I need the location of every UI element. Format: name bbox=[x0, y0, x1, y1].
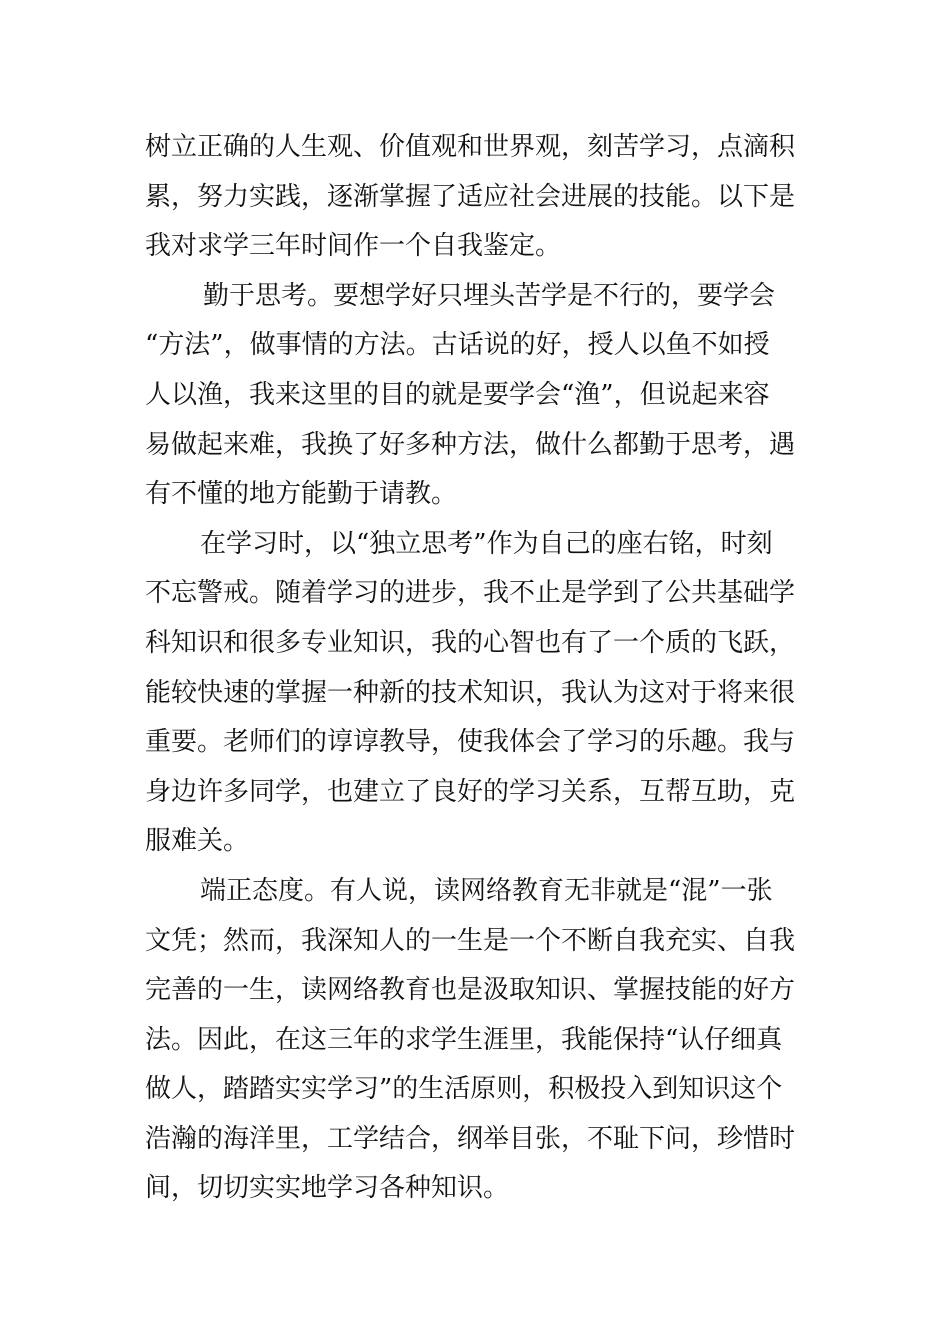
text-line: 不忘警戒。随着学习的进步，我不止是学到了公共基础学 bbox=[145, 578, 796, 609]
text-line: 浩瀚的海洋里，工学结合，纲举目张，不耻下问，珍惜时 bbox=[145, 1123, 796, 1154]
paragraph-4 bbox=[145, 867, 810, 1214]
text-line: 人以渔，我来这里的目的就是要学会“渔”，但说起来容 bbox=[145, 379, 770, 410]
text-line: 身边许多同学，也建立了良好的学习关系，互帮互助，克 bbox=[145, 776, 796, 807]
paragraph-3 bbox=[145, 520, 810, 867]
text-line: 法。因此，在这三年的求学生涯里，我能保持“认仔细真 bbox=[145, 1024, 783, 1055]
text-line: 易做起来难，我换了好多种方法，做什么都勤于思考，遇 bbox=[145, 429, 796, 460]
text-line: 服难关。 bbox=[145, 826, 250, 857]
document-body bbox=[145, 123, 810, 1214]
text-line: 我对求学三年时间作一个自我鉴定。 bbox=[145, 231, 562, 262]
text-line: 做人，踏踏实实学习”的生活原则，积极投入到知识这个 bbox=[145, 1074, 783, 1105]
text-line: 有不懂的地方能勤于请教。 bbox=[145, 479, 458, 510]
text-line: 在学习时，以“独立思考”作为自己的座右铭，时刻 bbox=[200, 528, 773, 559]
paragraph-1 bbox=[145, 123, 810, 272]
text-line: “方法”，做事情的方法。古话说的好，授人以鱼不如授 bbox=[145, 330, 770, 361]
text-line: 端正态度。有人说，读网络教育无非就是“混”一张 bbox=[200, 875, 773, 906]
text-line: 累，努力实践，逐渐掌握了适应社会进展的技能。以下是 bbox=[145, 181, 796, 212]
text-line: 勤于思考。要想学好只埋头苦学是不行的，要学会 bbox=[203, 280, 776, 311]
text-line: 能较快速的掌握一种新的技术知识，我认为这对于将来很 bbox=[145, 677, 796, 708]
text-line: 科知识和很多专业知识，我的心智也有了一个质的飞跃， bbox=[145, 627, 796, 658]
text-line: 间，切切实实地学习各种知识。 bbox=[145, 1173, 510, 1204]
text-line: 重要。老师们的谆谆教导，使我体会了学习的乐趣。我与 bbox=[145, 727, 796, 758]
text-line: 文凭；然而，我深知人的一生是一个不断自我充实、自我 bbox=[145, 925, 796, 956]
text-line: 完善的一生，读网络教育也是汲取知识、掌握技能的好方 bbox=[145, 975, 796, 1006]
paragraph-2 bbox=[145, 272, 810, 520]
text-line: 树立正确的人生观、价值观和世界观，刻苦学习，点滴积 bbox=[145, 132, 796, 162]
